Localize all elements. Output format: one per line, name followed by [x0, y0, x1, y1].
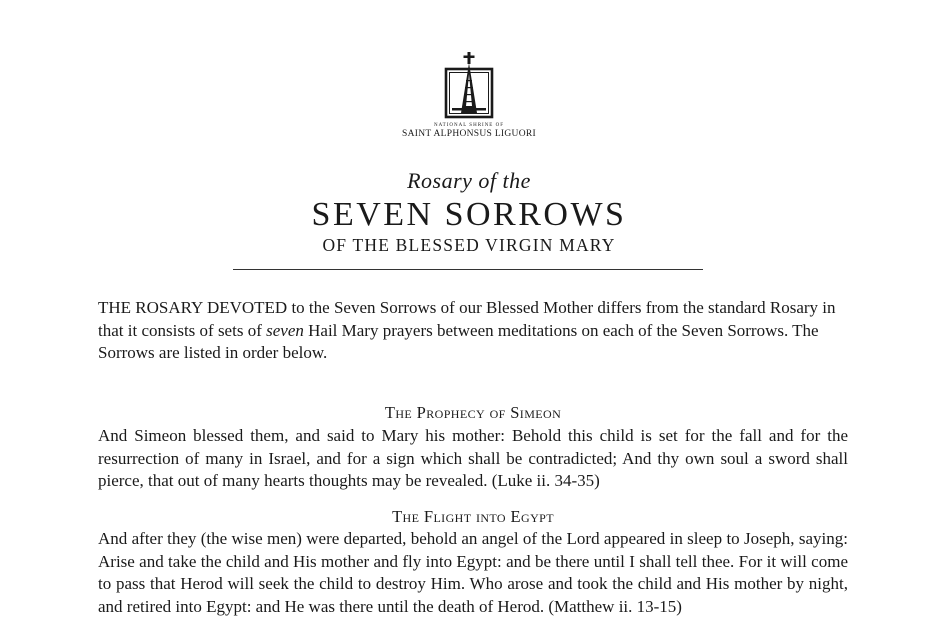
section-heading-prophecy: The Prophecy of Simeon — [384, 403, 562, 422]
title-block — [0, 168, 938, 256]
intro-text-after: Hail Mary prayers between meditations on each of the Seven Sorrows. The Sorrows are listed in order below. — [98, 320, 819, 362]
church-logo-icon — [444, 50, 494, 120]
intro-text-before: to the Seven Sorrows of our Blessed Mother differs from the standard Rosary in that it consists of sets of — [98, 298, 836, 340]
title-divider — [233, 269, 703, 270]
intro-lead: THE ROSARY DEVOTED — [98, 298, 288, 317]
section-heading-flight: The Flight into Egypt — [392, 507, 554, 526]
intro-paragraph — [98, 297, 848, 365]
shrine-logo — [0, 50, 938, 137]
page-subtitle: OF THE BLESSED VIRGIN MARY — [322, 235, 616, 255]
logo-name: SAINT ALPHONSUS LIGUORI — [402, 129, 536, 137]
section-body-flight: And after they (the wise men) were departed, behold an angel of the Lord appeared in sleep to Joseph, saying: Arise and take the child and His mother and fly into Egypt: and be there until I shall tell thee. For it will come to pass that Herod will seek the child to destroy Him. Who arose and took the child and His mother by night, and retired into Egypt: and He was there until the death of Herod. (Matthew ii. 13-15) — [98, 529, 848, 616]
page-title: SEVEN SORROWS — [311, 196, 627, 233]
intro-emphasis: seven — [266, 320, 304, 340]
logo-caption: NATIONAL SHRINE OF — [433, 123, 505, 128]
script-title: Rosary of the — [407, 168, 531, 193]
section-body-prophecy: And Simeon blessed them, and said to Mary his mother: Behold this child is set for the fall and for the resurrection of many in Israel, and for a sign which shall be contradicted; And thy own soul a sword shall pierce, that out of many hearts thoughts may be revealed. (Luke ii. 34-35) — [98, 426, 848, 490]
